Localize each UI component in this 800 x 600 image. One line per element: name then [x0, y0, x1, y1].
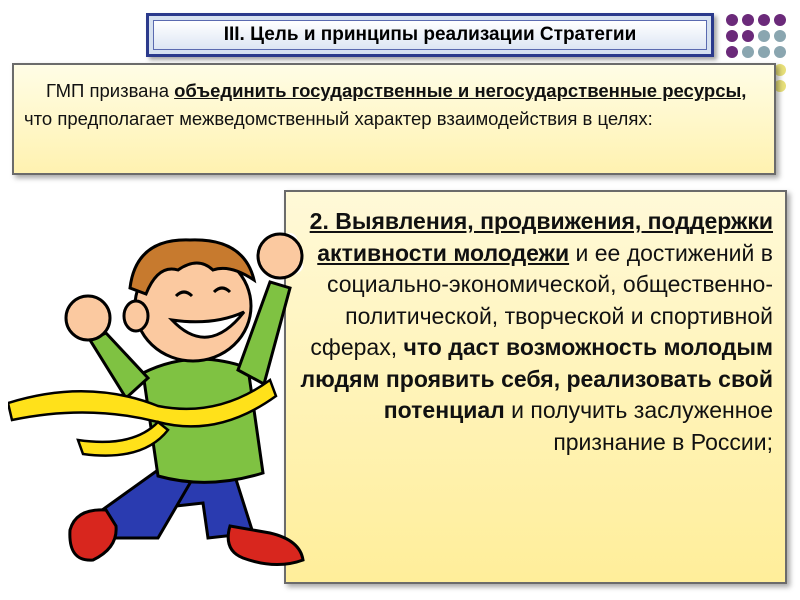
intro-text	[24, 77, 764, 133]
intro-part-3: что предполагает межведомственный характер взаимодействия в целях:	[24, 108, 653, 129]
dot	[758, 14, 770, 26]
dot	[758, 30, 770, 42]
intro-part-1: ГМП призвана	[46, 80, 175, 101]
dot	[742, 46, 754, 58]
dot	[774, 46, 786, 58]
main-panel	[284, 190, 787, 584]
main-bold-1: 2. Выявления, продвижения, поддержки активности молодежи	[309, 208, 773, 266]
running-boy-icon	[8, 208, 338, 593]
dot	[726, 14, 738, 26]
dot	[742, 14, 754, 26]
dot	[758, 46, 770, 58]
main-bold-2: что даст возможность молодым людям проявить себя, реализовать свой потенциал	[300, 334, 773, 423]
dot	[726, 30, 738, 42]
main-text-2: и получить заслуженное признание в России;	[504, 397, 773, 455]
dot	[726, 46, 738, 58]
page-title: III. Цель и принципы реализации Стратегии	[223, 24, 637, 45]
dot	[742, 30, 754, 42]
dot	[774, 30, 786, 42]
intro-panel	[12, 63, 776, 175]
main-text	[293, 206, 773, 458]
title-banner-inner	[153, 20, 707, 50]
dot	[774, 14, 786, 26]
intro-part-2: объединить государственные и негосударственные ресурсы,	[174, 80, 747, 101]
title-banner	[146, 13, 714, 57]
main-text-1: и ее достижений в социально-экономической, общественно-политической, творческой и спортивной сферах,	[310, 239, 773, 360]
